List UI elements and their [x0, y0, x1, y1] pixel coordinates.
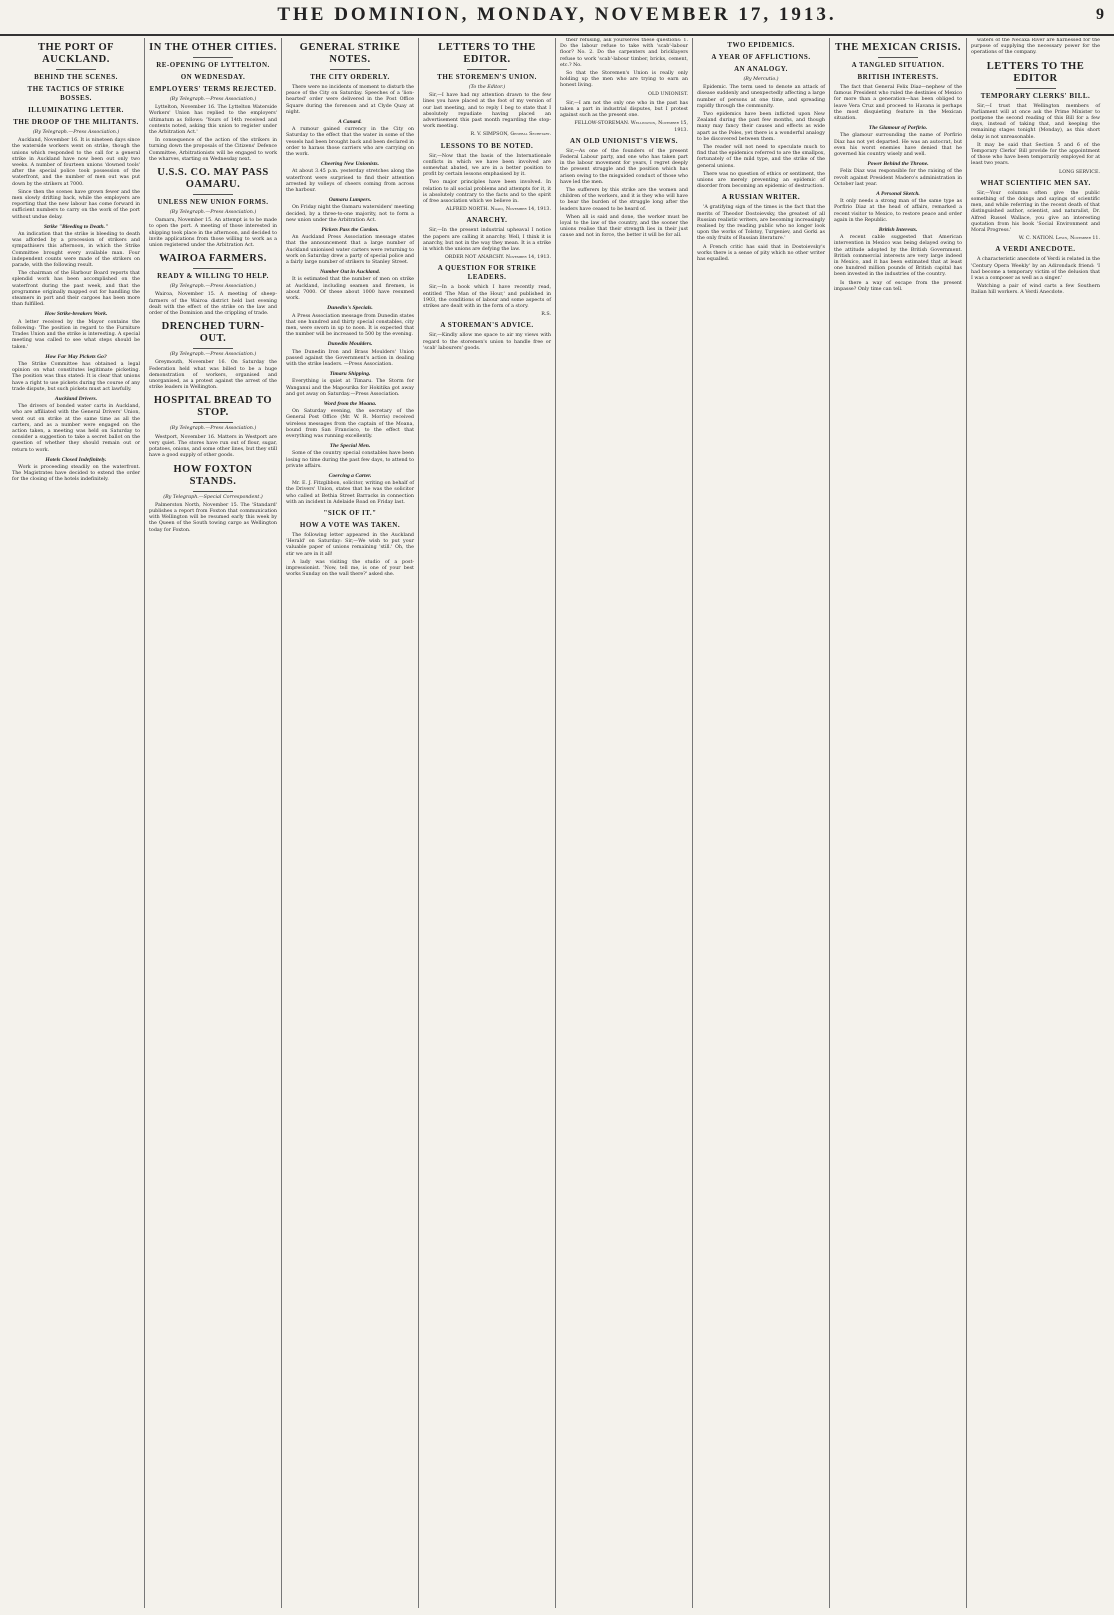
divider	[193, 422, 233, 423]
paragraph: Sir,—I am not the only one who in the past has taken a part in industrial disputes, but I protest against such as the present one.	[560, 100, 688, 119]
subheading: TEMPORARY CLERKS' BILL.	[980, 91, 1091, 100]
paragraph: Sir,—I have had my attention drawn to the few lines you have placed at the foot of my version of our last meeting, and to reply I beg to state that I absolutely repudiate having placed an advertisement this past month regarding the stop-work meeting.	[423, 93, 551, 130]
paragraph: The reader will not need to speculate much to find that the epidemics referred to are the smallpox, fortunately of the mild type, and the strike of the general unions.	[697, 145, 825, 169]
masthead-title: THE DOMINION, MONDAY, NOVEMBER 17, 1913.	[277, 4, 837, 25]
headline: LETTERS TO THE EDITOR.	[438, 42, 536, 65]
section-heading: A Personal Sketch.	[876, 191, 920, 198]
section-heading: Dunedin's Specials.	[327, 305, 373, 312]
paragraph: An indication that the strike is bleeding to death was afforded by a procession of strikers and sympathisers this afternoon, in which the Strike Committee brought every available man. Four independent counts were made of the strikers on parade, with the following result.	[12, 232, 140, 269]
paragraph: Oamaru, November 15. An attempt is to be made to open the port. A meeting of those interested in shipping took place in the afternoon, and decided to invite applications from those willing to work as a union registered under the Arbitration Act.	[149, 218, 277, 249]
section-heading: How Strike-breakers Work.	[44, 311, 108, 318]
divider	[193, 57, 233, 58]
signature: ALFRED NORTH. Ngaio, November 14, 1913.	[445, 207, 551, 213]
column-8	[967, 38, 1104, 1608]
byline: (By Telegraph.—Press Association.)	[32, 130, 120, 135]
paragraph: It only needs a strong man of the same type as Porfirio Diaz at the head of affairs, remarked a recent visitor to Mexico, to restore peace and order again in the Republic.	[834, 199, 962, 223]
paragraph: It is estimated that the number of men on strike at Auckland, including seamen and firemen, is about 7000. Of these about 1000 have resumed work.	[286, 277, 414, 302]
section-heading: Strike "Bleeding to Death."	[43, 223, 109, 230]
section-heading: How Far May Pickets Go?	[45, 353, 107, 360]
column-5	[556, 38, 693, 1608]
paragraph: The sufferers by this strike are the women and children of the workers, and it is they who will have to bear the burden of the struggle long after the leaders have ceased to be heard of.	[560, 188, 688, 212]
subheading: BEHIND THE SCENES.	[34, 73, 118, 81]
paragraph: Epidemic. The term used to denote an attack of disease suddenly and unexpectedly affecting a large number of persons at one time, and spreading rapidly through the community.	[697, 85, 825, 109]
paragraph: The chairman of the Harbour Board reports that splendid work has been accomplished on the waterfront during the past week, and that the programme originally mapped out for handling the steamers in port and their cargoes has been more than fulfilled.	[12, 271, 140, 308]
masthead	[0, 0, 1114, 36]
divider	[330, 69, 370, 70]
column-2	[145, 38, 282, 1608]
section-heading: Dunedin Moulders.	[327, 341, 373, 348]
paragraph: A lady was visiting the studio of a post-impressionist. 'Now, tell me, is one of your best works Sunday on the wall there?' asked she.	[286, 559, 414, 578]
paragraph: 'A gratifying sign of the times is the fact that the merits of Theodor Dostoievsky, the greatest of all Russian realistic writers, are becoming increasingly realised by the reading public who no longer look upon the works of Tolstoy, Turgeniev, and Gorki as the only fruits of Russian literature.'	[697, 205, 825, 242]
headline: IN THE OTHER CITIES.	[149, 42, 277, 53]
paragraph: Sir,—Now that the basis of the Internationale conflicts in which we have been involved are somewhat abated, we are in a better position to profit by certain lessons emphasised by it.	[423, 153, 551, 178]
byline: (By Mercutio.)	[743, 77, 779, 82]
paragraph: A letter received by the Mayor contains the following: 'The position in regard to the Furniture Trades Union and the strike is interesting. A special meeting was called to see what steps should be taken.'	[12, 319, 140, 350]
paragraph: Felix Diaz was responsible for the raising of the revolt against President Madero's administration in October last year.	[834, 169, 962, 187]
paragraph: Greymouth, November 16. On Saturday the Federation held what was billed to be a huge demonstration of workers, organised and unorganised, as a protest against the arrest of the strike leaders in Wellington.	[149, 360, 277, 391]
paragraph: It may be said that Section 5 and 6 of the Temporary Clerks' Bill provide for the appointment of those who have been temporarily employed for at least two years.	[971, 142, 1100, 167]
paragraph: There was no question of ethics or sentiment, the unions are merely preventing an epidemic of disorder from becoming an epidemic of destruction.	[697, 171, 825, 190]
paragraph: A rumour gained currency in the City on Saturday to the effect that the water in some of the vessels had been brought back and been declared in order to harass those carriers who are carrying on the work.	[286, 127, 414, 158]
section-heading: Hotels Closed Indefinitely.	[45, 456, 107, 463]
subheading: AN OLD UNIONIST'S VIEWS.	[570, 136, 678, 145]
paragraph: The fact that General Felix Diaz—nephew of the famous President who ruled the destinies of Mexico for more than a generation—has been obliged to leave Vera Cruz and proceed to Havana is perhaps the most disquieting feature in the Mexican situation.	[834, 85, 962, 122]
column-3	[282, 38, 419, 1608]
paragraph: The Strike Committee has obtained a legal opinion on what constitutes legitimate picketing. The position was thus stated: It is clear that unions have a right to use pickets during the course of any trade dispute, but such pickets must act lawfully.	[12, 361, 140, 392]
subheading: EMPLOYERS' TERMS REJECTED.	[149, 85, 277, 93]
subheading: RE-OPENING OF LYTTELTON.	[156, 61, 270, 69]
paragraph: A Press Association message from Dunedin states that one hundred and thirty special constables, city men, were sworn in up to noon. It is expected that the number will be increased to 500 by the evening.	[286, 313, 414, 338]
subheading: THE DROOP OF THE MILITANTS.	[13, 118, 139, 126]
divider	[1016, 88, 1056, 89]
paragraph: Sir,—Kindly allow me space to air my views with regard to the storemen's union to handle free or 'scab' labourers' goods.	[423, 333, 551, 351]
paragraph: Westport, November 16. Matters in Westport are very quiet. The stores have run out of flour, sugar, potatoes, onions, and some other lines, but they still have a good supply of other goods.	[149, 434, 277, 459]
byline: (By Telegraph.—Press Association.)	[169, 210, 257, 216]
headline: THE MEXICAN CRISIS.	[835, 42, 961, 53]
divider	[193, 348, 233, 349]
headline: WAIROA FARMERS.	[159, 253, 267, 265]
column-container	[8, 38, 1106, 1608]
subheading: THE TACTICS OF STRIKE BOSSES.	[27, 85, 125, 102]
subheading: ON WEDNESDAY.	[180, 73, 246, 81]
paragraph: In consequence of the action of the strikers in turning down the proposals of the Citizens' Defence Committee, Arbitrationists will be engaged to work the wharves, starting on Wednesday next.	[149, 138, 277, 162]
section-heading: Auckland Drivers.	[54, 395, 98, 402]
section-heading: Pickets Pass the Cordon.	[321, 227, 379, 234]
paragraph: Sir,—As one of the founders of the present Federal Labour party, and one who has taken part in the labour movement for years, I regret deeply the present struggle and the position which has arisen owing to the misguided conduct of those who have led the men.	[560, 148, 688, 185]
headline: HOSPITAL BREAD TO STOP.	[153, 395, 273, 419]
paragraph: The following letter appeared in the Auckland 'Herald' on Saturday: Sir,—We wish to put your valuable paper of unions remaining 'still.' Oh, the stir we are in it all!	[286, 532, 414, 557]
byline: (By Telegraph.—Press Association.)	[169, 426, 257, 432]
signature: R.S.	[541, 312, 551, 318]
paragraph: Sir,—I trust that Wellington members of Parliament will at once ask the Prime Minister to postpone the second reading of this Bill for a few days, instead of taking that, and keeping the remaining stages tonight (Monday), as this short delay is not unreasonable.	[971, 103, 1100, 140]
section-heading: Coercing a Carter.	[328, 472, 372, 479]
paragraph: A recent cable suggested that American intervention in Mexico was being delayed owing to the attitude adopted by the British Government. British commercial interests are very large indeed in Mexico, and it has been estimated that at least one hundred million pounds of British capital has been invested in the industries of the country.	[834, 235, 962, 278]
section-heading: The Special Men.	[329, 443, 371, 450]
byline: (By Telegraph.—Special Correspondent.)	[163, 494, 263, 500]
subheading: AN ANALOGY.	[734, 65, 788, 73]
paragraph: At about 3.45 p.m. yesterday stretches along the waterfront were surprised to find their attention arrested by volleys of cheers coming from across the harbour.	[286, 169, 414, 194]
section-heading: Number Out in Auckland.	[319, 269, 381, 276]
paragraph: waters of the Necaxa River are harnessed for the purpose of supplying the necessary power for the operations of the company.	[971, 38, 1100, 56]
divider	[467, 69, 507, 70]
subheading: HOW A VOTE WAS TAKEN.	[299, 520, 401, 529]
divider	[56, 69, 96, 70]
column-1	[8, 38, 145, 1608]
paragraph: Everything is quiet at Timaru. The Storm for Wanganui and the Mapourika for Hokitika got away and got away on Saturday.—Press Association.	[286, 379, 414, 397]
signature: FELLOW-STOREMAN. Wellington, November 15, 1913.	[574, 121, 688, 133]
section-heading: Cheering New Unionists.	[321, 161, 379, 168]
headline: LETTERS TO THE EDITOR	[986, 60, 1085, 84]
paragraph: Watching a pair of wind carts a few Southern Italian hill workers. A Verdi Anecdote.	[971, 284, 1100, 296]
paragraph: When all is said and done, the worker must be loyal to the law of the country, and the sooner the unions realise that their strength lies in their just cause and not in force, the better it will be for all.	[560, 214, 688, 239]
paragraph: Work is proceeding steadily on the waterfront. The Magistrates have decided to extend the order for the closing of the hotels indefinitely.	[12, 464, 140, 483]
headline: DRENCHED TURN-OUT.	[161, 321, 265, 345]
paragraph: Mr. E. J. Fitzgibbon, solicitor, writing on behalf of the Drivers' Union, states that he was the solicitor who called at Bethia Street Barracks in connection with an incident in Adelaide Road on Friday last.	[286, 481, 414, 505]
paragraph: Sir,—In a book which I have recently read, entitled 'The Man of the Hour,' and published in 1903, the conditions of labour and some aspects of strikes are dealt with in the form of a story.	[423, 285, 551, 310]
headline: GENERAL STRIKE NOTES.	[299, 42, 401, 65]
headline: U.S.S. CO. MAY PASS OAMARU.	[157, 167, 269, 191]
subheading: A TANGLED SITUATION.	[851, 61, 945, 69]
signature: OLD UNIONIST.	[648, 91, 688, 97]
signature: R. V. SIMPSON, General Secretary.	[470, 132, 551, 138]
paragraph: The glamour surrounding the name of Porfirio Diaz has not yet departed. He was an autocrat, but even his worst enemies have denied that he governed his country wisely and well.	[834, 133, 962, 158]
subheading: ANARCHY.	[466, 216, 508, 225]
paragraph: A characteristic anecdote of Verdi is related in the 'Century Opera Weekly' by an Adirondack friend: 'I had become a temporary victim of the delusion that I was a composer as well as a singer.'	[971, 257, 1100, 282]
divider	[193, 194, 233, 195]
paragraph: A French critic has said that in Dostoievsky's works there is a sense of pity which no other writer has equalled.	[697, 244, 825, 263]
divider	[193, 491, 233, 492]
section-heading: British Interests.	[878, 227, 918, 234]
headline: HOW FOXTON STANDS.	[173, 463, 253, 487]
column-7	[830, 38, 967, 1608]
byline: (By Telegraph.—Press Association.)	[169, 352, 257, 358]
paragraph: An Auckland Press Association message states that the announcement that a large number of Auckland unionised water carters were returning to work on Saturday drew a party of special police and a fairly large number of strikers to Stanley Street.	[286, 235, 414, 266]
paragraph: Wairoa, November 15. A meeting of sheep-farmers of the Wairoa district held last evening dealt with the effect of the strike on the law and order of the Dominion and the crippling of trade.	[149, 292, 277, 317]
paragraph: The drivers of bonded water carts in Auckland, who are affiliated with the General Drivers' Union, went out on strike at the same time as all the carters, and as a number were engaged on the action taken, a meeting was held on Saturday to consider a suggestion to take a secret ballot on the question of whether they should remain out or return to work.	[12, 404, 140, 453]
signature: LONG SERVICE.	[1059, 169, 1100, 175]
subheading: A VERDI ANECDOTE.	[995, 245, 1076, 254]
paragraph: their refusing, ask yourselves these questions: 1. Do the labour refuse to take with 'scab'-labour floor? No. 2. Do the carpenters and bricklayers refuse to work 'scab'-labour timber, bricks, cement, etc.? No.	[560, 38, 688, 68]
section-heading: A Canard.	[338, 119, 362, 126]
paragraph: Some of the country special constables have been losing no time during the past few days, to attend to private affairs.	[286, 451, 414, 469]
subheading: A YEAR OF AFFLICTIONS.	[711, 53, 811, 61]
column-6	[693, 38, 830, 1608]
subheading: THE CITY ORDERLY.	[310, 73, 390, 81]
subheading: LESSONS TO BE NOTED.	[440, 141, 534, 150]
section-heading: Timaru Shipping.	[329, 371, 371, 378]
page-number: 9	[1096, 6, 1104, 23]
section-heading: Power Behind the Throne.	[867, 161, 929, 168]
section-heading: Oamaru Lumpers.	[328, 197, 372, 204]
subheading: UNLESS NEW UNION FORMS.	[157, 198, 269, 207]
paragraph: On Saturday evening, the secretary of the General Post Office (Mr. W. R. Morris) received wireless messages from the captain of the Moana, bound from San Francisco, to the effect that everything was running excellently.	[286, 409, 414, 439]
divider	[878, 57, 918, 58]
paragraph: Auckland, November 16. It is nineteen days since the waterside workers went on strike, though the unions which responded to the call for a general strike in Auckland have now been out only two weeks. A number of fourteen unions 'downed tools' after the special police took possession of the waterfront, and the number of men out was put down by the strikers at 7000.	[12, 138, 140, 187]
subheading: ILLUMINATING LETTER.	[28, 106, 124, 114]
paragraph: So that the Storemen's Union is really only holding up the men who are trying to earn an honest living.	[560, 71, 688, 89]
paragraph: Is there a way of escape from the present impasse? Only time can tell.	[834, 280, 962, 292]
paragraph: Two major principles have been involved. In relation to all social problems and attempts for it, it is absolutely contrary to the facts and to the spirit of free association which we believe in.	[423, 180, 551, 205]
byline: (To the Editor.)	[468, 85, 506, 90]
subheading: "SICK OF IT."	[323, 508, 377, 517]
subheading: WHAT SCIENTIFIC MEN SAY.	[980, 178, 1091, 187]
subheading: A STOREMAN'S ADVICE.	[440, 321, 534, 330]
headline: THE PORT OF AUCKLAND.	[37, 42, 115, 65]
byline: (By Telegraph.—Press Association.)	[169, 284, 257, 290]
paragraph: There were no incidents of moment to disturb the peace of the City on Saturday. Speeches of a 'lion-hearted' order were delivered in the Post Office Square during the forenoon and at Clyde Quay at night.	[286, 85, 414, 115]
paragraph: Lyttelton, November 16. The Lyttelton Waterside Workers' Union has replied to the employers' ultimatum as follows: 'Yours of 14th received and contents noted, asking this union to register under the Arbitration Act.'	[149, 105, 277, 136]
paragraph: On Friday night the Oamaru watersiders' meeting decided, by a three-to-one majority, not to form a new union under the Arbitration Act.	[286, 205, 414, 223]
subheading: READY & WILLING TO HELP.	[157, 272, 269, 281]
subheading: A QUESTION FOR STRIKE LEADERS.	[437, 264, 537, 282]
byline: (By Telegraph.—Press Association.)	[169, 97, 257, 102]
signature: W. C. NATION. Levin, November 11.	[1018, 236, 1100, 242]
signature: ORDER NOT ANARCHY. November 14, 1913.	[444, 255, 551, 261]
paragraph: Two epidemics have been inflicted upon New Zealand during the past few months, and though many may fancy their causes and effects as wide apart as the Poles, yet there is a wonderful analogy to be discovered between them.	[697, 112, 825, 142]
paragraph: Sir,—In the present industrial upheaval I notice the papers are calling it anarchy. Well, I think it is anarchy, but not in the way they mean. It is a strike in which the unions are defying the law.	[423, 228, 551, 253]
subheading: TWO EPIDEMICS.	[727, 41, 795, 49]
subheading: BRITISH INTERESTS.	[857, 73, 939, 81]
section-heading: The Glamour of Porfirio.	[868, 125, 928, 132]
subheading: THE STOREMEN'S UNION.	[437, 73, 537, 81]
paragraph: Palmerston North, November 15. The 'Standard' publishes a report from Foxton that communication with Wellington will be resumed early this week by the Queen of the South towing cargo as Wellington today for Foxton.	[149, 502, 277, 533]
divider	[193, 268, 233, 269]
subheading: A RUSSIAN WRITER.	[721, 193, 801, 202]
paragraph: The Dunedin Iron and Brass Moulders' Union passed against the Government's action in dealing with the strike leaders. —Press Association.	[286, 349, 414, 367]
column-4	[419, 38, 556, 1608]
section-heading: Word from the Moana.	[323, 400, 377, 407]
paragraph: Sir,—Your columns often give the public something of the doings and sayings of scientific men, and while referring in the recent death of that distinguished author, scientist, and naturalist, Dr. Alfred Russel Wallace, you give an interesting quotation from his book 'Social Environment and Moral Progress.'	[971, 190, 1100, 234]
paragraph: Since then the scenes have grown fewer and the men slowly drifting back, while the employers are reporting that the new labour has come forward in sufficient numbers to carry on the work of the port without undue delay.	[12, 189, 140, 220]
